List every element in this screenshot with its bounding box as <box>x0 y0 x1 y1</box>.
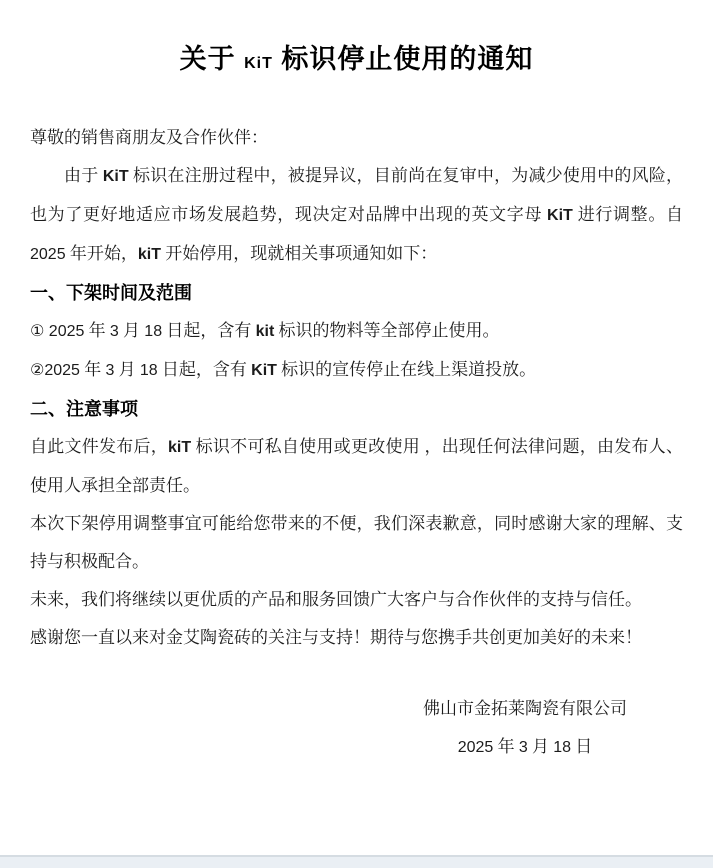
text-run: KiT <box>102 168 129 185</box>
salutation-line: 尊敬的销售商朋友及合作伙伴： <box>30 128 268 147</box>
text-run: 年 <box>79 360 106 379</box>
text-run: 标识的物料等全部停止使用。 <box>274 321 500 340</box>
text-run: 日 <box>571 737 593 756</box>
signature-company: 佛山市金拓莱陶瓷有限公司 <box>423 699 627 718</box>
section-1-heading: 一、下架时间及范围 <box>30 283 192 303</box>
signature-block <box>367 690 683 767</box>
text-run: ① <box>30 323 49 340</box>
text-run: 年 <box>84 321 110 340</box>
text-run: 标识在注册过程中，被提异议，目前尚在复审中，为减少使用中的风险，也为了更好地适应市场发展趋势，现决定对品牌中出现的英文字母 <box>30 166 684 224</box>
closing-paragraph-2: 感谢您一直以来对金艾陶瓷砖的关注与支持！期待与您携手共创更加美好的未来！ <box>30 628 642 647</box>
text-run: 2025 <box>44 362 80 379</box>
text-run: 3 <box>518 739 528 756</box>
text-run: 开始停用，现就相关事项通知如下： <box>160 244 438 263</box>
text-run: KiT <box>251 362 277 379</box>
text-run: 3 <box>105 362 115 379</box>
text-run: 月 <box>527 737 554 756</box>
text-run: 标识停止使用的通知 <box>272 44 534 74</box>
text-run: 月 <box>114 360 140 379</box>
text-run: 日起，含有 <box>157 360 252 379</box>
text-run: 自此文件发布后， <box>30 437 169 456</box>
text-run: 本次下架停用调整事宜可能给您带来的不便，我们深表歉意，同时感谢大家的理解、支持与积极配合。 <box>30 514 683 571</box>
text-run: kiT <box>168 439 192 456</box>
text-run: 标识的宣传停止在线上渠道投放。 <box>276 360 537 379</box>
text-run: 18 <box>139 362 158 379</box>
section-1-item-2 <box>30 351 683 390</box>
text-run: 关于 <box>179 44 245 74</box>
intro-paragraph <box>30 157 683 274</box>
text-run: kiT <box>137 246 161 263</box>
closing-paragraph-1: 未来，我们将继续以更优质的产品和服务回馈广大客户与合作伙伴的支持与信任。 <box>30 590 642 609</box>
text-run: KiT <box>547 207 573 224</box>
text-run: KiT <box>244 55 273 72</box>
signature-date <box>367 728 683 767</box>
text-run: 2025 <box>457 739 494 756</box>
text-run: 年 <box>493 737 519 756</box>
text-run: kit <box>255 323 275 340</box>
text-run: 月 <box>118 321 145 340</box>
text-run: ② <box>30 362 45 379</box>
text-run: 18 <box>553 739 572 756</box>
text-run: 2025 <box>30 246 66 263</box>
text-run: 18 <box>144 323 163 340</box>
text-run: 日起，含有 <box>162 321 256 340</box>
text-run: 年开始， <box>65 244 138 263</box>
section-1-item-1 <box>30 312 683 351</box>
text-run: 2025 <box>48 323 85 340</box>
bottom-edge-strip <box>0 855 713 868</box>
text-run: 由于 <box>64 166 103 185</box>
section-2-paragraph-1 <box>30 428 683 505</box>
section-2-heading: 二、注意事项 <box>30 399 138 419</box>
text-run: 3 <box>109 323 119 340</box>
text-run: 标识不可私自使用或更改使用 ，出现任何法律问题，由发布人、使用人承担全部责任。 <box>30 437 684 495</box>
document-title <box>30 0 683 83</box>
section-2-paragraph-2 <box>30 505 683 581</box>
text-run: 进行调整。自 <box>572 205 684 224</box>
